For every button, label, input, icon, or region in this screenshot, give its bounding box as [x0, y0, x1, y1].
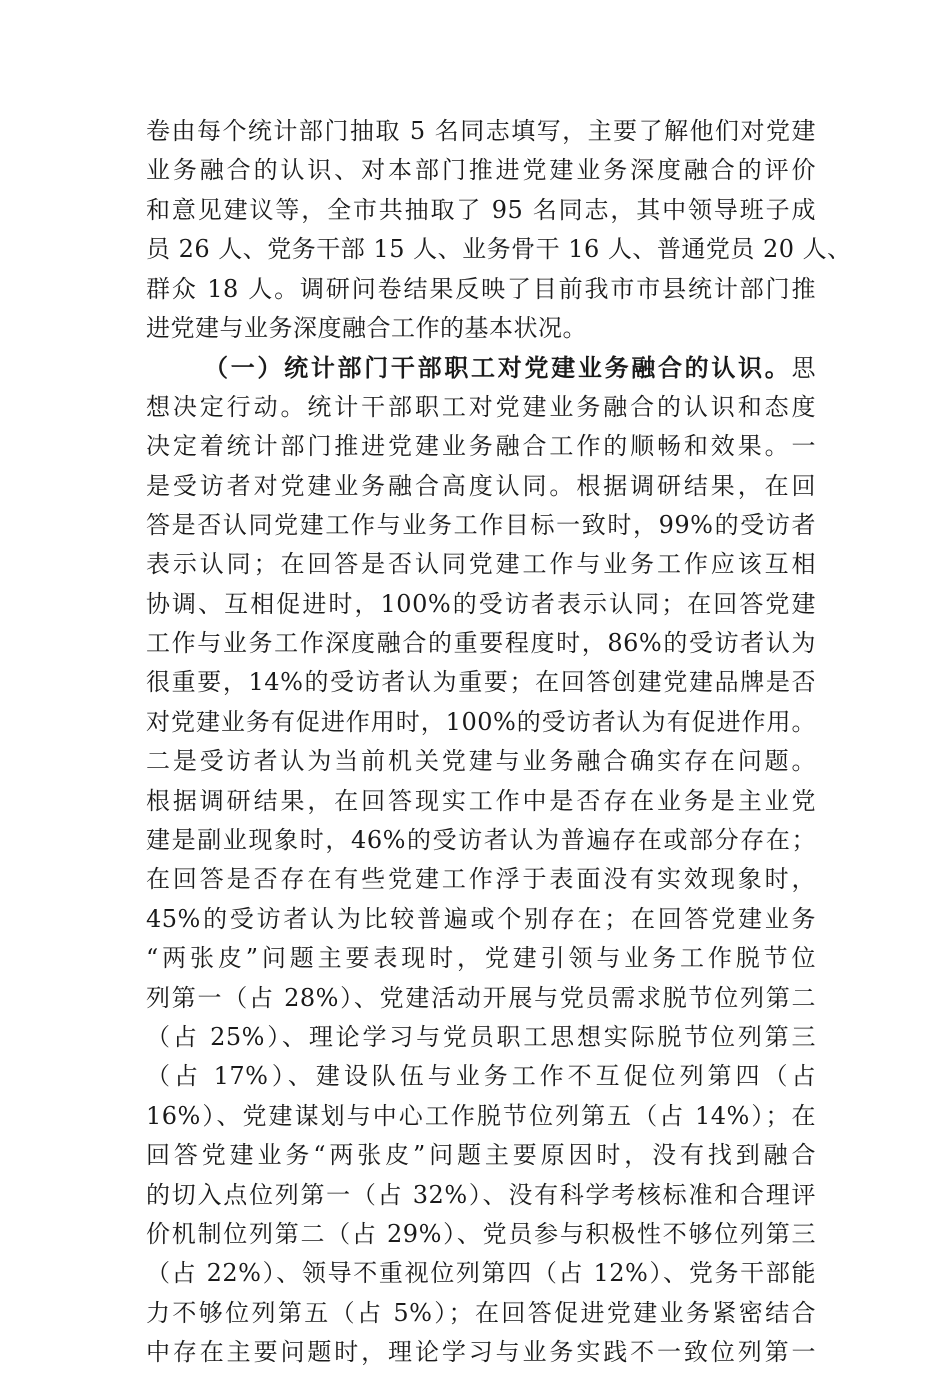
- text-line: 想决定行动。统计干部职工对党建业务融合的认识和态度: [146, 392, 816, 421]
- text-line: 根据调研结果，在回答现实工作中是否存在业务是主业党: [146, 786, 816, 815]
- text-line: 协调、互相促进时，100%的受访者表示认同；在回答党建: [146, 589, 816, 618]
- text-line: 进党建与业务深度融合工作的基本状况。: [146, 313, 587, 342]
- text-line: “两张皮”问题主要表现时，党建引领与业务工作脱节位: [146, 944, 816, 973]
- text-line: 群众 18 人。调研问卷结果反映了目前我市市县统计部门推: [146, 274, 816, 303]
- text-line: 16%）、党建谋划与中心工作脱节位列第五（占 14%）；在: [146, 1101, 816, 1130]
- text-line: 和意见建议等，全市共抽取了 95 名同志，其中领导班子成: [146, 195, 816, 224]
- text-line: 是受访者对党建业务融合高度认同。根据调研结果，在回: [146, 471, 816, 500]
- text-line: 列第一（占 28%）、党建活动开展与党员需求脱节位列第二: [146, 983, 816, 1012]
- text-line: 回答党建业务“两张皮”问题主要原因时，没有找到融合: [146, 1141, 816, 1170]
- text-line: （占 17%）、建设队伍与业务工作不互促位列第四（占: [146, 1062, 816, 1091]
- text-line: 力不够位列第五（占 5%）；在回答促进党建业务紧密结合: [146, 1298, 816, 1327]
- text-line: 价机制位列第二（占 29%）、党员参与积极性不够位列第三: [146, 1219, 816, 1248]
- section-heading-line: [146, 348, 816, 387]
- text-line: 表示认同；在回答是否认同党建工作与业务工作应该互相: [146, 550, 816, 579]
- body-text: [146, 112, 852, 1373]
- text-line: 二是受访者认为当前机关党建与业务融合确实存在问题。: [146, 747, 816, 776]
- text-line: 建是副业现象时，46%的受访者认为普遍存在或部分存在；: [146, 826, 816, 855]
- text-line: 在回答是否存在有些党建工作浮于表面没有实效现象时，: [146, 865, 816, 894]
- text-line: 的切入点位列第一（占 32%）、没有科学考核标准和合理评: [146, 1180, 816, 1209]
- text-line: 决定着统计部门推进党建业务融合工作的顺畅和效果。一: [146, 432, 816, 461]
- text-line: 工作与业务工作深度融合的重要程度时，86%的受访者认为: [146, 629, 816, 658]
- text-line: 中存在主要问题时，理论学习与业务实践不一致位列第一: [146, 1338, 816, 1367]
- text-line: （占 25%）、理论学习与党员职工思想实际脱节位列第三: [146, 1022, 816, 1051]
- text-line: 员 26 人、党务干部 15 人、业务骨干 16 人、普通党员 20 人、: [146, 235, 852, 264]
- section-heading: （一）统计部门干部职工对党建业务融合的认识。: [204, 353, 792, 383]
- text-line: 45%的受访者认为比较普遍或个别存在；在回答党建业务: [146, 904, 816, 933]
- text-line: 答是否认同党建工作与业务工作目标一致时，99%的受访者: [146, 510, 816, 539]
- text-line: 卷由每个统计部门抽取 5 名同志填写，主要了解他们对党建: [146, 117, 816, 145]
- text-line: 业务融合的认识、对本部门推进党建业务深度融合的评价: [146, 156, 816, 185]
- text-line: 对党建业务有促进作用时，100%的受访者认为有促进作用。: [146, 707, 816, 736]
- text-line: （占 22%）、领导不重视位列第四（占 12%）、党务干部能: [146, 1259, 816, 1288]
- text-fragment: 思: [791, 354, 816, 383]
- text-line: 很重要，14%的受访者认为重要；在回答创建党建品牌是否: [146, 668, 816, 697]
